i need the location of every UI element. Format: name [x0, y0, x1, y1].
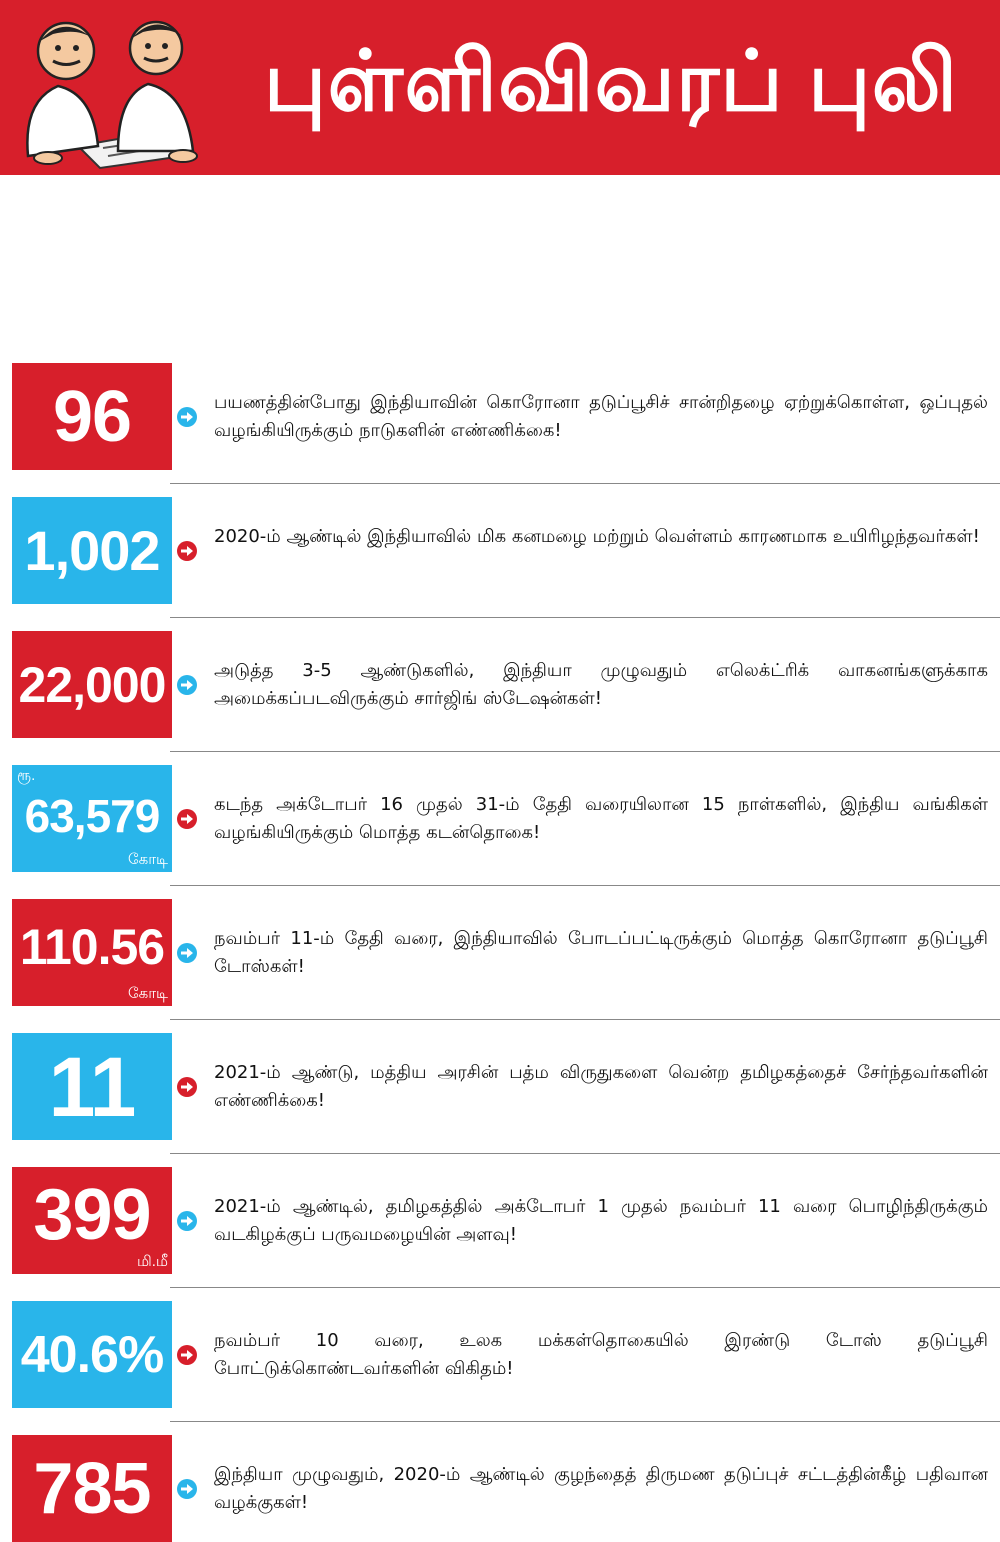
cartoon-men-reading-newspaper-icon: [8, 6, 213, 171]
arrow-right-icon: [176, 406, 198, 428]
row-divider: [170, 751, 1000, 752]
row-divider: [170, 1287, 1000, 1288]
stat-row: [0, 1033, 1000, 1140]
stat-number: 785: [33, 1448, 151, 1529]
stat-row: [0, 1167, 1000, 1274]
stat-number-badge: [12, 1167, 172, 1274]
row-divider: [170, 885, 1000, 886]
stat-number: 22,000: [18, 656, 166, 713]
stat-number: 110.56: [19, 918, 165, 975]
arrow-right-icon: [176, 808, 198, 830]
stat-description: அடுத்த 3-5 ஆண்டுகளில், இந்தியா முழுவதும் எலெக்ட்ரிக் வாகனங்களுக்காக அமைக்கப்படவிருக்கும் சார்ஜிங் ஸ்டேஷன்கள்!: [214, 660, 988, 709]
arrow-right-icon: [176, 1478, 198, 1500]
stat-number-badge: [12, 631, 172, 738]
stat-number: 40.6%: [20, 1325, 164, 1384]
stat-number: 399: [33, 1174, 151, 1255]
stat-unit: கோடி: [127, 851, 168, 868]
stat-row: [0, 631, 1000, 738]
arrow-right-icon: [176, 1344, 198, 1366]
stat-number: 1,002: [24, 518, 160, 582]
stat-description: 2020-ம் ஆண்டில் இந்தியாவில் மிக கனமழை மற்றும் வெள்ளம் காரணமாக உயிரிழந்தவர்கள்!: [214, 526, 980, 547]
stat-description: நவம்பர் 11-ம் தேதி வரை, இந்தியாவில் போடப்பட்டிருக்கும் மொத்த கொரோனா தடுப்பூசி டோஸ்கள்!: [214, 928, 988, 977]
stat-number-badge: [12, 899, 172, 1006]
arrow-right-icon: [176, 1076, 198, 1098]
arrow-right-icon: [176, 942, 198, 964]
stat-prefix: ரூ.: [17, 767, 36, 784]
stat-description: 2021-ம் ஆண்டில், தமிழகத்தில் அக்டோபர் 1 முதல் நவம்பர் 11 வரை பொழிந்திருக்கும் வடகிழக்குப் பருவமழையின் அளவு!: [214, 1196, 988, 1245]
header-banner: [0, 0, 1000, 175]
stat-number-badge: [12, 363, 172, 470]
stat-row: [0, 363, 1000, 470]
arrow-right-icon: [176, 1210, 198, 1232]
stat-number-badge: [12, 1301, 172, 1408]
arrow-right-icon: [176, 674, 198, 696]
row-divider: [170, 617, 1000, 618]
row-divider: [170, 1019, 1000, 1020]
row-divider: [170, 1421, 1000, 1422]
stat-row: [0, 765, 1000, 872]
stat-number: 63,579: [24, 789, 160, 842]
stat-number: 11: [48, 1039, 136, 1134]
stat-description: இந்தியா முழுவதும், 2020-ம் ஆண்டில் குழந்தைத் திருமண தடுப்புச் சட்டத்தின்கீழ் பதிவான வழக்குகள்!: [214, 1464, 988, 1513]
stat-description: நவம்பர் 10 வரை, உலக மக்கள்தொகையில் இரண்டு டோஸ் தடுப்பூசி போட்டுக்கொண்டவர்களின் விகிதம்!: [214, 1330, 988, 1379]
stat-row: [0, 1435, 1000, 1542]
stat-row: [0, 1301, 1000, 1408]
stat-number-badge: [12, 765, 172, 872]
arrow-right-icon: [176, 540, 198, 562]
stat-description: 2021-ம் ஆண்டு, மத்திய அரசின் பத்ம விருதுகளை வென்ற தமிழகத்தைச் சேர்ந்தவர்களின் எண்ணிக்கை!: [214, 1062, 988, 1111]
stat-number: 96: [52, 376, 132, 457]
stat-row: [0, 497, 1000, 604]
stat-number-badge: [12, 1435, 172, 1542]
page-title: புள்ளிவிவரப் புலி: [263, 34, 959, 128]
row-divider: [170, 1153, 1000, 1154]
stat-row: [0, 899, 1000, 1006]
row-divider: [170, 483, 1000, 484]
stat-unit: மி.மீ: [136, 1253, 168, 1270]
stat-description: பயணத்தின்போது இந்தியாவின் கொரோனா தடுப்பூசிச் சான்றிதழை ஏற்றுக்கொள்ள, ஒப்புதல் வழங்கியிருக்கும் நாடுகளின் எண்ணிக்கை!: [214, 392, 988, 441]
stat-number-badge: [12, 497, 172, 604]
stat-unit: கோடி: [127, 985, 168, 1002]
stat-description: கடந்த அக்டோபர் 16 முதல் 31-ம் தேதி வரையிலான 15 நாள்களில், இந்திய வங்கிகள் வழங்கியிருக்கும் மொத்த கடன்தொகை!: [214, 794, 988, 843]
stat-number-badge: [12, 1033, 172, 1140]
